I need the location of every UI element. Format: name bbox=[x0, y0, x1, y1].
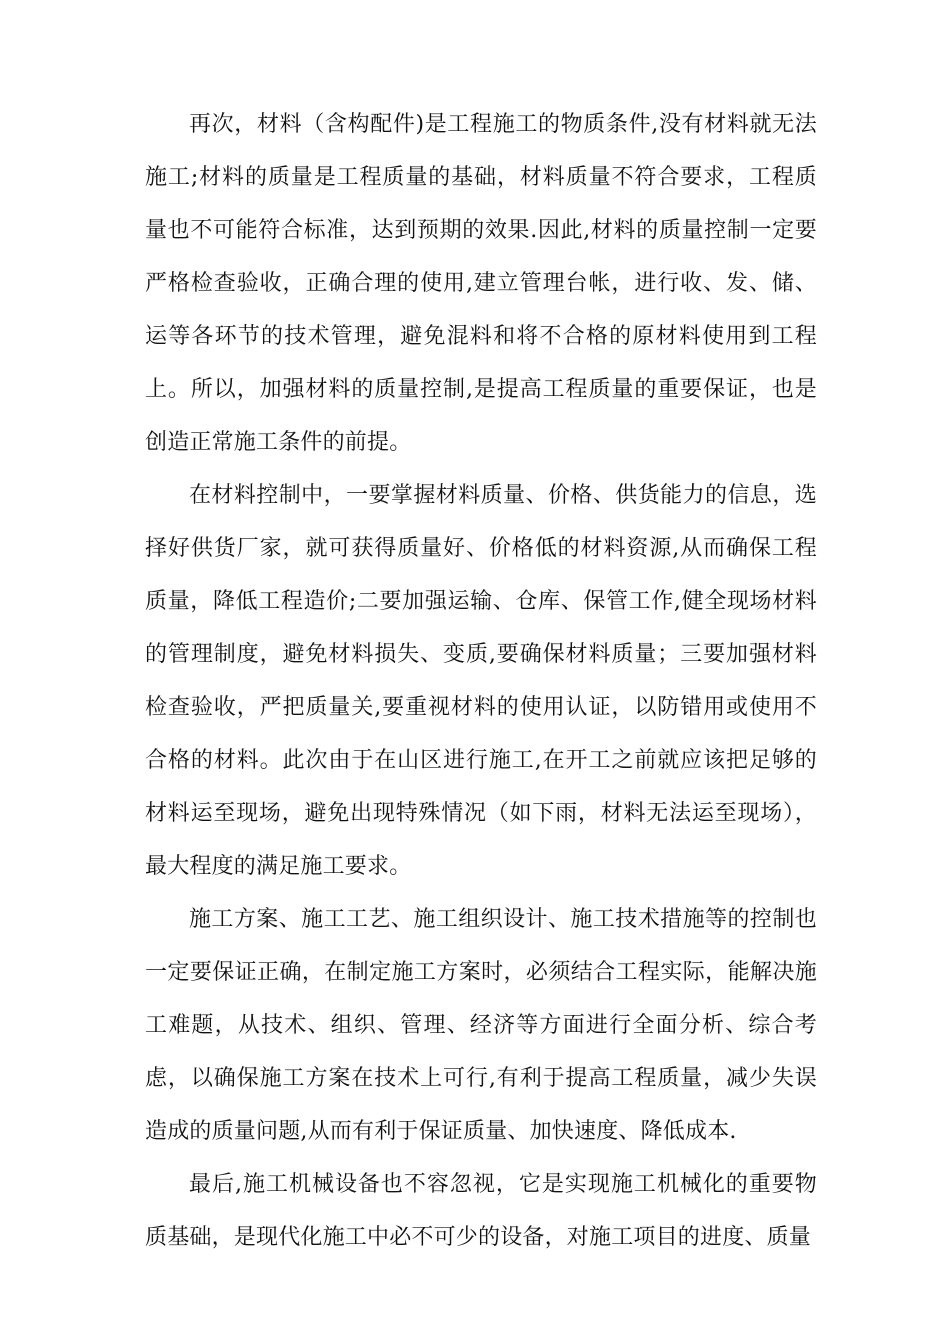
document-body bbox=[145, 98, 817, 1264]
paragraph-machinery: 最后,施工机械设备也不容忽视，它是实现施工机械化的重要物质基础，是现代化施工中必不可少的设备，对施工项目的进度、质量 bbox=[145, 1172, 817, 1250]
paragraph-materials-quality: 再次，材料（含构配件)是工程施工的物质条件,没有材料就无法施工;材料的质量是工程质量的基础，材料质量不符合要求，工程质量也不可能符合标准，达到预期的效果.因此,材料的质量控制一定要严格检查验收，正确合理的使用,建立管理台帐，进行收、发、储、运等各环节的技术管理，避免混料和将不合格的原材料使用到工程上。所以，加强材料的质量控制,是提高工程质量的重要保证，也是创造正常施工条件的前提。 bbox=[145, 112, 817, 455]
paragraph-material-control: 在材料控制中，一要掌握材料质量、价格、供货能力的信息，选择好供货厂家，就可获得质量好、价格低的材料资源,从而确保工程质量，降低工程造价;二要加强运输、仓库、保管工作,健全现场材料的管理制度，避免材料损失、变质,要确保材料质量；三要加强材料检查验收，严把质量关,要重视材料的使用认证，以防错用或使用不合格的材料。此次由于在山区进行施工,在开工之前就应该把足够的材料运至现场，避免出现特殊情况（如下雨，材料无法运至现场），最大程度的满足施工要求。 bbox=[145, 483, 817, 879]
paragraph-construction-plan: 施工方案、施工工艺、施工组织设计、施工技术措施等的控制也一定要保证正确，在制定施工方案时，必须结合工程实际，能解决施工难题，从技术、组织、管理、经济等方面进行全面分析、综合考虑，以确保施工方案在技术上可行,有利于提高工程质量，减少失误造成的质量问题,从而有利于保证质量、加快速度、降低成本. bbox=[145, 907, 817, 1144]
